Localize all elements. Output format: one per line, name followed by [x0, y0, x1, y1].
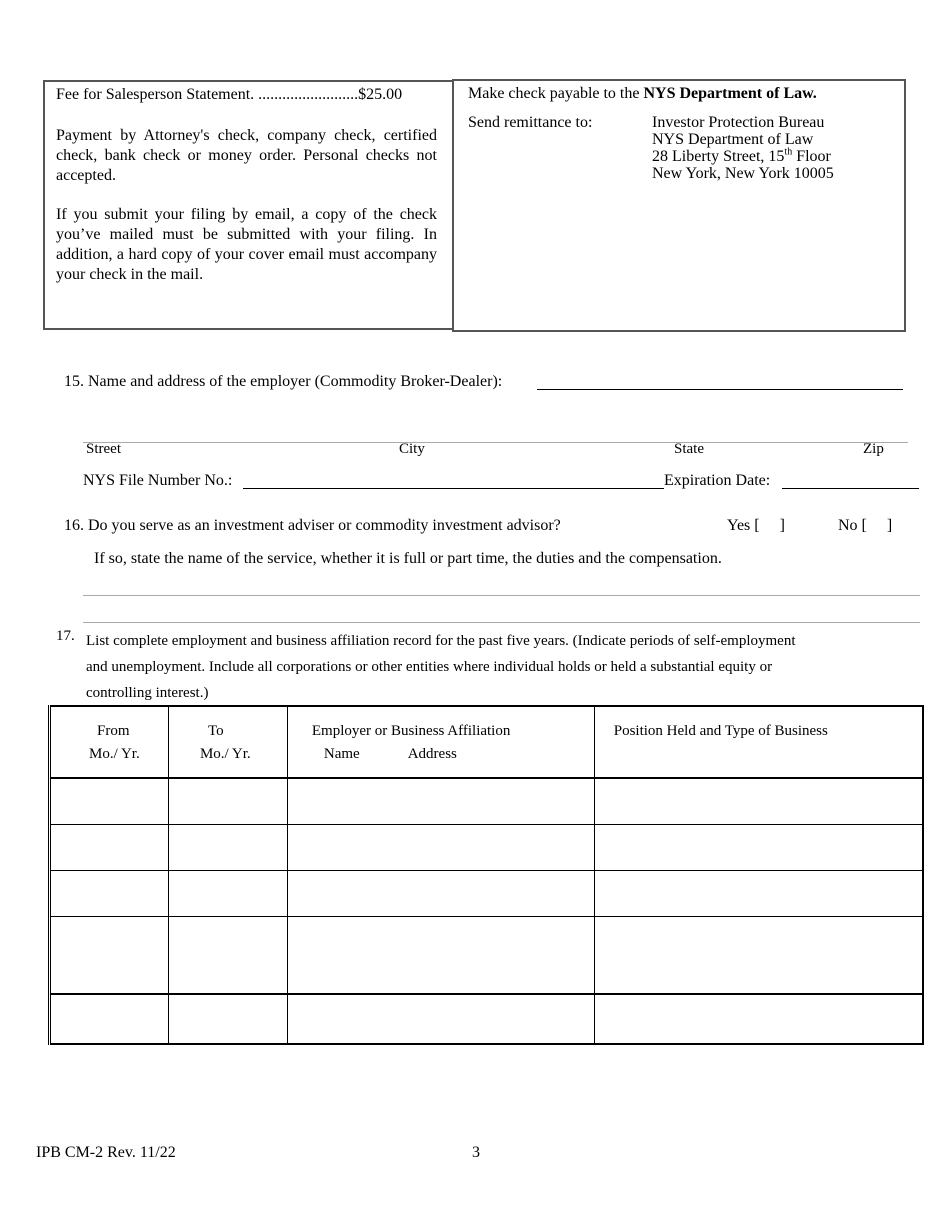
q17-line-3: controlling interest.)	[86, 685, 209, 701]
email-filing-text: If you submit your filing by email, a copy of the check you’ve mailed must be submitted with your filing. In addition, a hard copy of your cover email must accompany your check in the mail.	[56, 206, 437, 283]
remittance-address	[652, 114, 834, 182]
send-remittance-label: Send remittance to:	[468, 114, 593, 131]
expiration-date-label: Expiration Date:	[664, 472, 771, 489]
fee-line	[56, 86, 436, 104]
address-line-4: New York, New York 10005	[652, 165, 834, 182]
fee-label: Fee for Salesperson Statement. .........................	[56, 86, 359, 103]
to-header: To Mo./ Yr.	[168, 706, 287, 778]
address-line-3: 28 Liberty Street, 15th Floor	[652, 146, 831, 165]
employer-header: Employer or Business Affiliation Name Address	[287, 706, 594, 778]
table-row[interactable]	[50, 778, 924, 824]
fee-amount: $25.00	[358, 86, 403, 103]
employer-address-field[interactable]	[83, 442, 908, 443]
payment-methods-text: Payment by Attorney's check, company check, certified check, bank check or money order. Personal checks not accepted.	[56, 127, 437, 184]
yes-checkbox[interactable]: Yes [ ]	[727, 517, 785, 534]
file-number-field[interactable]	[243, 488, 664, 489]
from-header: From Mo./ Yr.	[50, 706, 169, 778]
employment-table	[48, 705, 924, 1045]
address-line-2: NYS Department of Law	[652, 131, 814, 148]
q16-answer-line-2[interactable]	[83, 622, 920, 623]
state-label: State	[674, 441, 704, 457]
expiration-date-field[interactable]	[782, 488, 919, 489]
zip-label: Zip	[863, 441, 884, 457]
table-header-row	[50, 706, 924, 778]
table-row[interactable]	[50, 824, 924, 870]
form-id: IPB CM-2 Rev. 11/22	[36, 1144, 176, 1161]
q16-label: 16. Do you serve as an investment adviser or commodity investment advisor?	[64, 517, 561, 534]
position-header: Position Held and Type of Business	[594, 706, 923, 778]
page-number: 3	[472, 1144, 480, 1161]
payable-line	[468, 85, 817, 103]
city-label: City	[399, 441, 425, 457]
q16-instructions: If so, state the name of the service, whether it is full or part time, the duties and the compensation.	[94, 550, 722, 567]
file-number-label: NYS File Number No.:	[83, 472, 233, 489]
street-label: Street	[86, 441, 121, 457]
q15-label: 15. Name and address of the employer (Commodity Broker-Dealer):	[64, 373, 503, 390]
employer-name-field[interactable]	[537, 389, 903, 390]
q17-line-1: List complete employment and business affiliation record for the past five years. (Indicate periods of self-employment	[86, 633, 796, 649]
q17-line-2: and unemployment. Include all corporations or other entities where individual holds or held a substantial equity or	[86, 659, 773, 675]
table-row[interactable]	[50, 994, 924, 1044]
payable-payee: NYS Department of Law.	[643, 85, 817, 102]
no-checkbox[interactable]: No [ ]	[838, 517, 893, 534]
q17-text	[86, 628, 796, 706]
table-row[interactable]	[50, 916, 924, 994]
table-row[interactable]	[50, 870, 924, 916]
q17-number: 17.	[56, 628, 75, 644]
address-line-1: Investor Protection Bureau	[652, 114, 825, 131]
payable-prefix: Make check payable to the	[468, 85, 644, 102]
q16-answer-line-1[interactable]	[83, 595, 920, 596]
